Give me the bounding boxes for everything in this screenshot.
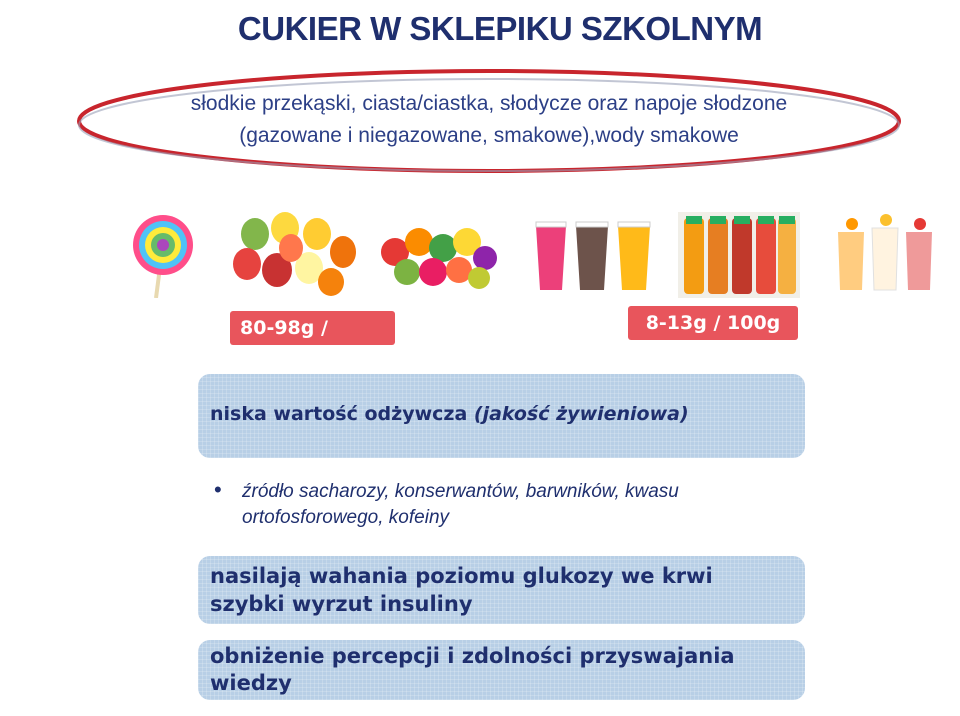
nutrition-value-panel	[198, 374, 805, 458]
nutrition-prefix: niska wartość odżywcza	[210, 403, 474, 425]
nutrition-text	[210, 403, 689, 425]
gummy-bears-image	[225, 212, 360, 298]
subtitle-line-1: słodkie przekąski, ciasta/ciastka, słodycze oraz napoje słodzone	[190, 92, 788, 115]
glucose-line-2: szybki wyrzut insuliny	[210, 592, 473, 616]
perception-panel	[198, 640, 805, 700]
glucose-panel	[198, 556, 805, 624]
sodas-image	[530, 212, 655, 298]
candies-image	[375, 212, 500, 298]
glucose-line-1: nasilają wahania poziomu glukozy we krwi	[210, 564, 713, 588]
bullet-dot: •	[214, 477, 222, 502]
subtitle-line-2: (gazowane i niegazowane, smakowe),wody smakowe	[239, 124, 739, 147]
sugar-content-sweets-badge: 80-98g / 100g	[230, 311, 395, 345]
lollipop-image	[118, 212, 208, 298]
page-title: CUKIER W SKLEPIKU SZKOLNYM	[237, 10, 763, 47]
ingredients-text: źródło sacharozy, konserwantów, barwników, kwasu ortofosforowego, kofeiny	[242, 481, 679, 528]
juices-image	[678, 212, 800, 298]
nutrition-italic: (jakość żywieniowa)	[473, 403, 689, 425]
perception-line-1: obniżenie percepcji i zdolności przyswajania	[210, 644, 735, 668]
highlight-ellipse	[74, 66, 904, 176]
sugar-content-drinks-badge: 8-13g / 100g	[628, 306, 798, 340]
perception-line-2: wiedzy	[210, 671, 292, 695]
flavored-waters-image	[832, 212, 936, 298]
